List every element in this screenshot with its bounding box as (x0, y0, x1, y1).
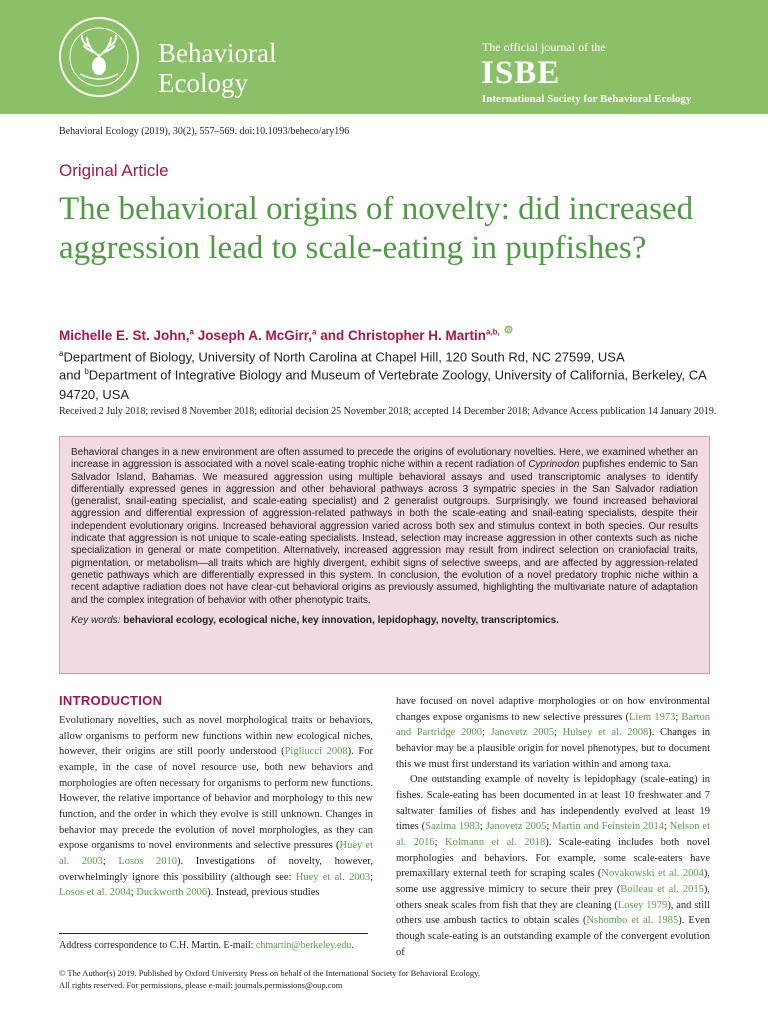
body-text: ; (434, 836, 446, 848)
permissions-line: All rights reserved. For permissions, please e-mail: journals.permissions@oup.com (59, 979, 343, 990)
keywords (71, 615, 698, 627)
citation-link[interactable]: Losey 1979 (617, 899, 668, 911)
journal-title-line2: Ecology (158, 68, 248, 98)
citation-link[interactable]: Janovetz 2005 (485, 821, 547, 833)
affiliation-b (59, 362, 709, 405)
author-affil-sup: a (189, 327, 194, 337)
journal-title-line1: Behavioral (158, 38, 277, 68)
body-text: ). Instead, previous studies (207, 887, 320, 899)
orcid-icon[interactable] (504, 325, 513, 334)
citation-link[interactable]: Losos et al. 2004 (59, 887, 131, 899)
body-text: Evolutionary novelties, such as novel morphological traits or behaviors, allow organisms to perform new functions within new ecological niches, however, their origins are still poorly understood ( (59, 715, 373, 758)
citation-link[interactable]: Losos 2010 (118, 855, 178, 867)
isbe-full-name: International Society for Behavioral Ecology (482, 93, 692, 105)
body-text: ). Investigations of novelty, however, overwhelmingly ignore this possibility (although see: (59, 855, 374, 883)
isbe-acronym: ISBE (481, 55, 561, 91)
citation-link[interactable]: Liem 1973 (629, 711, 676, 723)
body-text: ). Scale-eating includes both novel morphologies and behaviors. For example, some scale-eaters have premaxillary external teeth for scraping scales ( (396, 836, 711, 880)
article-type: Original Article (59, 161, 169, 180)
citation-link[interactable]: Duckworth 2006 (136, 887, 208, 899)
body-text: ). For example, in the case of novel resource use, both new behaviors and morphologies are often necessary for organisms to perform new functions. However, the relative importance of behavior and morphology to this new function, and the order in which they evolve is still unknown. Changes in behavior may precede the evolution of novel morphologies, as they can expose organisms to novel environments and selective pressures ( (59, 746, 373, 852)
body-text: ; (479, 821, 486, 833)
body-text: ; (370, 871, 373, 883)
body-text: ), and still others use ambush tactics to obtain scales ( (396, 899, 710, 927)
citation-link[interactable]: Nelson et al. 2016 (396, 821, 710, 848)
body-paragraph (396, 772, 710, 960)
affiliation-sup: a (59, 349, 64, 358)
keywords-list: behavioral ecology, ecological niche, key innovation, lepidophagy, novelty, transcriptomics. (123, 614, 559, 626)
author-name[interactable]: and Christopher H. Martin (316, 328, 486, 343)
body-text: One outstanding example of novelty is lepidophagy (scale-eating) in fishes. Scale-eating has been documented in at least 10 freshwater and 7 saltwater families of fishes and has independently evolved at least 19 times ( (396, 774, 710, 833)
article-title: The behavioral origins of novelty: did increased aggression lead to scale-eating in pupfishes? (59, 191, 694, 266)
citation-line: Behavioral Ecology (2019), 30(2), 557–569. doi:10.1093/beheco/ary196 (59, 126, 350, 137)
author-name[interactable]: Joseph A. McGirr, (193, 328, 313, 343)
intro-left-column (59, 713, 373, 901)
correspondence-address: Address correspondence to C.H. Martin. E-mail: chmartin@berkeley.edu. (59, 940, 354, 951)
received-dates: Received 2 July 2018; revised 8 November 2018; editorial decision 25 November 2018; accepted 14 December 2018; Advance Access publication 14 January 2019. (59, 406, 717, 417)
body-text: ; (102, 855, 119, 867)
body-text: ; (130, 887, 137, 899)
footnote-divider (59, 933, 368, 934)
affiliation-text: Department of Biology, University of North Carolina at Chapel Hill, 120 South Rd, NC 27599, USA (63, 349, 625, 365)
copyright-notice (59, 968, 480, 991)
affiliation-text: Department of Integrative Biology and Museum of Vertebrate Zoology, University of California, Berkeley, CA 94720, USA (59, 367, 707, 403)
citation-link[interactable]: Barton and Partridge 2000 (396, 711, 710, 739)
citation-link[interactable]: Pigliucci 2008 (284, 746, 348, 758)
citation-link[interactable]: Huey et al. 2003 (59, 840, 373, 867)
intro-right-column (396, 694, 710, 960)
author-affil-sup: a (312, 327, 317, 337)
citation-link[interactable]: Boileau et al. 2015 (620, 883, 704, 895)
author-name[interactable]: Michelle E. St. John, (59, 328, 190, 343)
svg-text:iD: iD (505, 327, 511, 334)
author-list (59, 325, 513, 343)
section-heading-introduction: INTRODUCTION (59, 693, 163, 708)
keywords-label: Key words: (71, 614, 121, 626)
affiliation-prefix: and (59, 367, 85, 383)
journal-banner (0, 0, 768, 114)
body-text: ; (664, 821, 670, 833)
journal-title (158, 38, 276, 98)
abstract-text: Behavioral changes in a new environment are often assumed to precede the origins of evolutionary novelties. Here, we examined whether an increase in aggression is associated with a novel scale-eating trophic niche within a recent radiation of Cyprinodon pupfishes endemic to San Salvador Island, Bahamas. We measured aggression using multiple behavioral assays and used transcriptomic analyses to identify differentially expressed genes in aggression and other behavioral pathways across 3 sympatric species in the San Salvador radiation (generalist, snail-eating specialist, and scale-eating specialist) and 2 generalist outgroups. Surprisingly, we found increased behavioral aggression and differential expression of aggression-related pathways in both the scale-eating and snail-eating specialists, despite their independent evolutionary origins. Increased behavioral aggression varied across both sex and stimulus context in both species. Our results indicate that aggression is not unique to scale-eating specialists. Instead, selection may increase aggression in other contexts such as niche specialization in general or mate competition. Alternatively, increased aggression may result from indirect selection on craniofacial traits, pigmentation, or metabolism—all traits which are highly divergent, exhibit signs of selective sweeps, and are affected by aggression-related genetic pathways which are differentially expressed in this system. In conclusion, the evolution of a novel predatory trophic niche within a recent adaptive radiation does not have clear-cut behavioral origins as previously assumed, highlighting the multivariate nature of adaptation and the complex integration of behavior with other phenotypic traits. (71, 447, 698, 606)
citation-link[interactable]: Janovetz 2005 (490, 727, 555, 739)
body-text: ). Even though scale-eating is an outstanding example of the convergent evolution of (396, 915, 710, 958)
citation-link[interactable]: Martin and Feinstein 2014 (552, 821, 664, 833)
body-text: ), others sneak scales from fish that they are cleaning ( (396, 883, 710, 911)
citation-link[interactable]: Kolmann et al. 2018 (445, 836, 546, 848)
author-email-link[interactable]: chmartin@berkeley.edu (255, 940, 352, 951)
isbe-antler-logo-icon (58, 16, 140, 98)
abstract-box (59, 436, 710, 674)
body-text: ; (546, 821, 553, 833)
body-text: have focused on novel adaptive morphologies or on how environmental changes expose organisms to new selective pressures ( (396, 696, 710, 723)
body-text: ). Changes in behavior may be a plausible origin for novel phenotypes, but to document this we must first understand its variation within and among taxa. (396, 727, 711, 770)
body-text: ; (482, 727, 491, 739)
body-paragraph (59, 713, 373, 901)
body-text: ; (554, 727, 563, 739)
body-paragraph (396, 694, 710, 772)
body-text: ; (675, 711, 682, 723)
citation-link[interactable]: Huey et al. 2003 (295, 871, 371, 883)
copyright-line: © The Author(s) 2019. Published by Oxford University Press on behalf of the International Society for Behavioral Ecology. (59, 968, 480, 978)
body-text: ), some use aggressive mimicry to secure their prey ( (396, 868, 710, 895)
citation-link[interactable]: Novakowski et al. 2004 (601, 868, 704, 880)
official-journal-text: The official journal of the (482, 40, 606, 54)
citation-link[interactable]: Hulsey et al. 2008 (562, 727, 649, 739)
citation-link[interactable]: Sazima 1983 (425, 821, 480, 833)
citation-link[interactable]: Nshombo et al. 1985 (586, 915, 679, 927)
affiliation-sup: b (84, 367, 89, 376)
author-affil-sup: a,b, (486, 327, 500, 337)
